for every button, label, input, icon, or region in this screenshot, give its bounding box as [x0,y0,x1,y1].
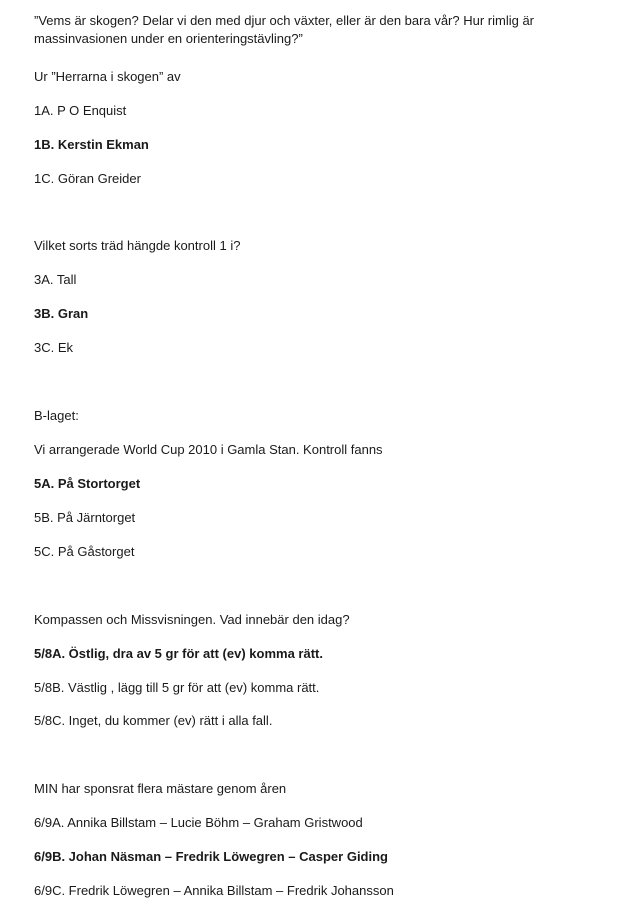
section-heading-b-laget: B-laget: [34,408,79,423]
quote-paragraph: ”Vems är skogen? Delar vi den med djur och växter, eller är den bara vår? Hur rimlig är massinvasionen under en orienteringstävling?” [34,13,534,46]
question-5-8: Kompassen och Missvisningen. Vad innebär den idag? [34,612,350,627]
answer-5-8b: 5/8B. Västlig , lägg till 5 gr för att (ev) komma rätt. [34,680,320,695]
answer-5-8a: 5/8A. Östlig, dra av 5 gr för att (ev) komma rätt. [34,646,323,661]
answer-5a: 5A. På Stortorget [34,476,141,491]
answer-6-9a: 6/9A. Annika Billstam – Lucie Böhm – Graham Gristwood [34,815,363,830]
answer-5c: 5C. På Gåstorget [34,544,135,559]
answer-6-9b: 6/9B. Johan Näsman – Fredrik Löwegren – Casper Giding [34,849,388,864]
answer-5-8c: 5/8C. Inget, du kommer (ev) rätt i alla fall. [34,713,273,728]
answer-3b: 3B. Gran [34,306,89,321]
answer-3a: 3A. Tall [34,272,77,287]
question-1-source: Ur ”Herrarna i skogen” av [34,69,181,84]
answer-3c: 3C. Ek [34,340,74,355]
answer-1b: 1B. Kerstin Ekman [34,137,149,152]
answer-1c: 1C. Göran Greider [34,171,141,186]
answer-1a: 1A. P O Enquist [34,103,127,118]
question-6-9: MIN har sponsrat flera mästare genom åren [34,781,287,796]
answer-5b: 5B. På Järntorget [34,510,136,525]
answer-6-9c: 6/9C. Fredrik Löwegren – Annika Billstam – Fredrik Johansson [34,883,394,898]
question-5: Vi arrangerade World Cup 2010 i Gamla Stan. Kontroll fanns [34,442,383,457]
question-3: Vilket sorts träd hängde kontroll 1 i? [34,238,241,253]
